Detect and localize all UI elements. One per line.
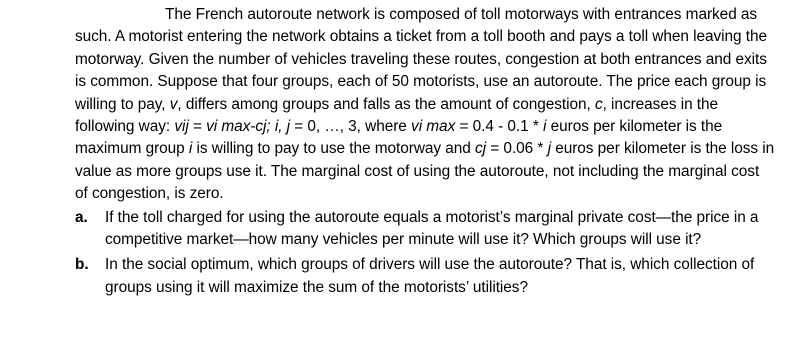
intro-s7: is willing to pay to use the motorway and: [192, 140, 476, 158]
intro-s2: , differs among groups and falls as the amount of congestion,: [177, 95, 595, 113]
intro-c: c: [594, 95, 603, 113]
question-b-text: In the social optimum, which groups of drivers will use the autoroute? That is, which collection of groups using it will maximize the sum of the motorists’ utilities?: [105, 256, 755, 296]
problem-text: [75, 4, 775, 299]
question-a-marker: a.: [75, 208, 88, 226]
question-a: [75, 207, 775, 252]
intro-i1: i: [543, 118, 547, 136]
intro-s9: euros per kilometer is the loss in value as more groups use it. The marginal cost of using the autoroute, not including the marginal cost of congestion, is zero.: [75, 140, 775, 203]
intro-i2: i: [188, 140, 193, 158]
intro-vimax2: vi max: [411, 118, 456, 136]
intro-cj: cj: [475, 140, 487, 158]
intro-s4: = 0, …, 3, where: [290, 118, 412, 136]
intro-vimax: vi max-cj; i, j: [206, 118, 291, 136]
intro-s8: = 0.06 *: [486, 140, 548, 158]
intro-s5: = 0.4 - 0.1 *: [455, 118, 544, 136]
question-b-marker: b.: [75, 256, 89, 274]
intro-v: v: [169, 95, 178, 113]
intro-s1: The French autoroute network is composed of toll motorways with entrances marked as such. A motorist entering the network obtains a ticket from a toll booth and pays a toll when leaving the motorway. Given the number of vehicles traveling these routes, congestion at both entrances and exits is common. Suppose that four groups, each of 50 motorists, use an autoroute. The price each group is willing to pay,: [75, 6, 768, 113]
intro-paragraph: [75, 4, 775, 206]
intro-eq: =: [188, 118, 207, 136]
question-b: [75, 254, 775, 299]
question-a-text: If the toll charged for using the autoroute equals a motorist’s marginal private cost—the price in a competitive market—how many vehicles per minute will use it? Which groups will use it?: [105, 208, 759, 249]
intro-s3: , increases in the following way:: [75, 95, 719, 136]
intro-vij: vij: [174, 118, 189, 136]
intro-j: j: [547, 140, 551, 158]
intro-s6: euros per kilometer is the maximum group: [75, 118, 723, 158]
